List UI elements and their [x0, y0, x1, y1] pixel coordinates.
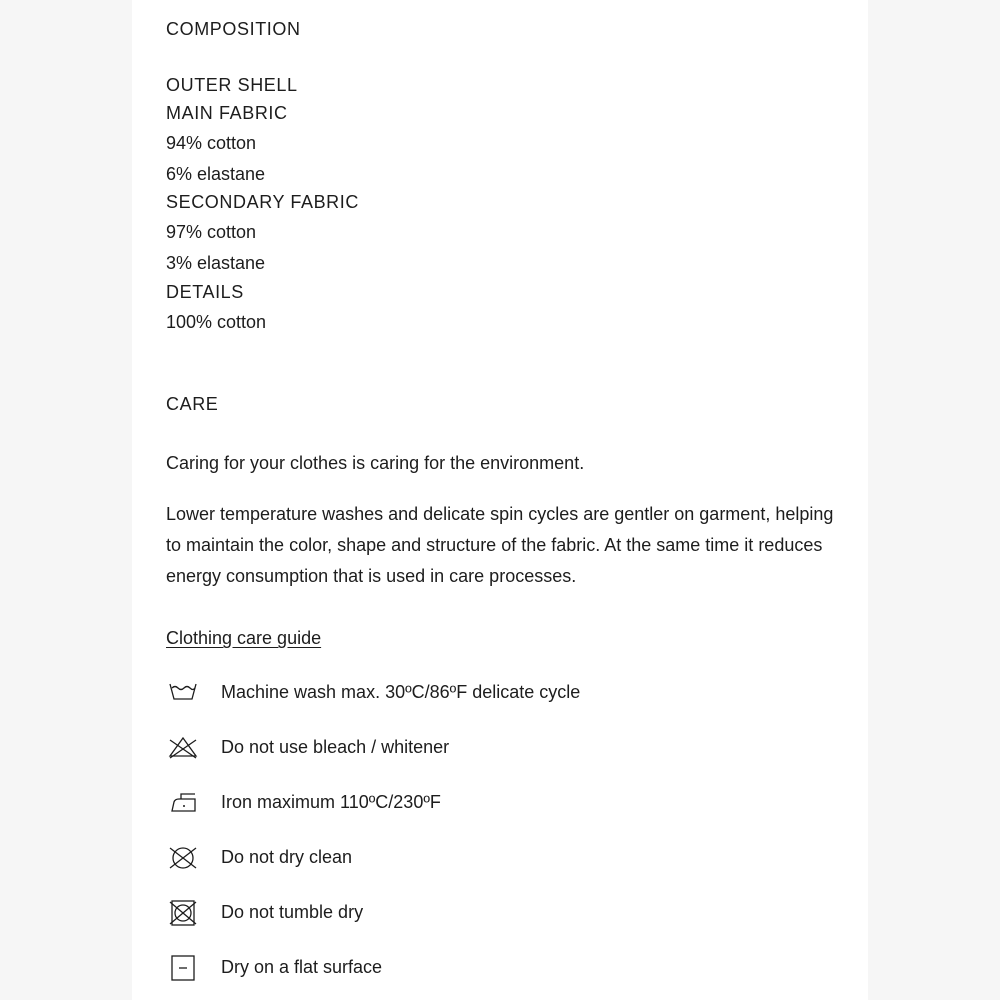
care-text: Do not use bleach / whitener	[221, 737, 450, 757]
care-paragraph: Lower temperature washes and delicate spin cycles are gentler on garment, helping to maintain the color, shape and structure of the fabric. At the same time it reduces energy consumption that is used in care processes.	[166, 504, 834, 586]
care-instruction-machine-wash	[166, 677, 766, 709]
composition-line-secondary-elastane: 3% elastane	[166, 253, 266, 273]
composition-line-main-cotton: 94% cotton	[166, 133, 257, 153]
composition-line-secondary-cotton: 97% cotton	[166, 222, 257, 242]
no-bleach-icon	[166, 732, 200, 764]
composition-line-outer-shell: OUTER SHELL	[166, 75, 298, 95]
care-heading: CARE	[166, 394, 219, 414]
care-text: Do not dry clean	[221, 847, 353, 867]
composition-line-main-fabric: MAIN FABRIC	[166, 103, 288, 123]
iron-icon	[166, 787, 200, 819]
care-text: Do not tumble dry	[221, 902, 364, 922]
care-text: Iron maximum 110ºC/230ºF	[221, 792, 441, 812]
composition-line-main-elastane: 6% elastane	[166, 164, 266, 184]
composition-line-secondary-fabric: SECONDARY FABRIC	[166, 192, 359, 212]
care-instruction-iron	[166, 787, 766, 819]
no-dry-clean-icon	[166, 842, 200, 874]
care-text: Machine wash max. 30ºC/86ºF delicate cycle	[221, 682, 581, 702]
care-instruction-no-tumble-dry	[166, 897, 766, 929]
care-intro: Caring for your clothes is caring for the environment.	[166, 453, 585, 473]
composition-line-details-cotton: 100% cotton	[166, 312, 267, 332]
no-tumble-dry-icon	[166, 897, 200, 929]
composition-line-details: DETAILS	[166, 282, 244, 302]
care-instruction-no-bleach	[166, 732, 766, 764]
machine-wash-icon	[166, 677, 200, 709]
care-text: Dry on a flat surface	[221, 957, 383, 977]
care-instruction-dry-flat	[166, 952, 766, 984]
dry-flat-icon	[166, 952, 200, 984]
clothing-care-guide-link[interactable]: Clothing care guide	[166, 628, 322, 648]
composition-heading: COMPOSITION	[166, 19, 301, 39]
care-instruction-no-dry-clean	[166, 842, 766, 874]
